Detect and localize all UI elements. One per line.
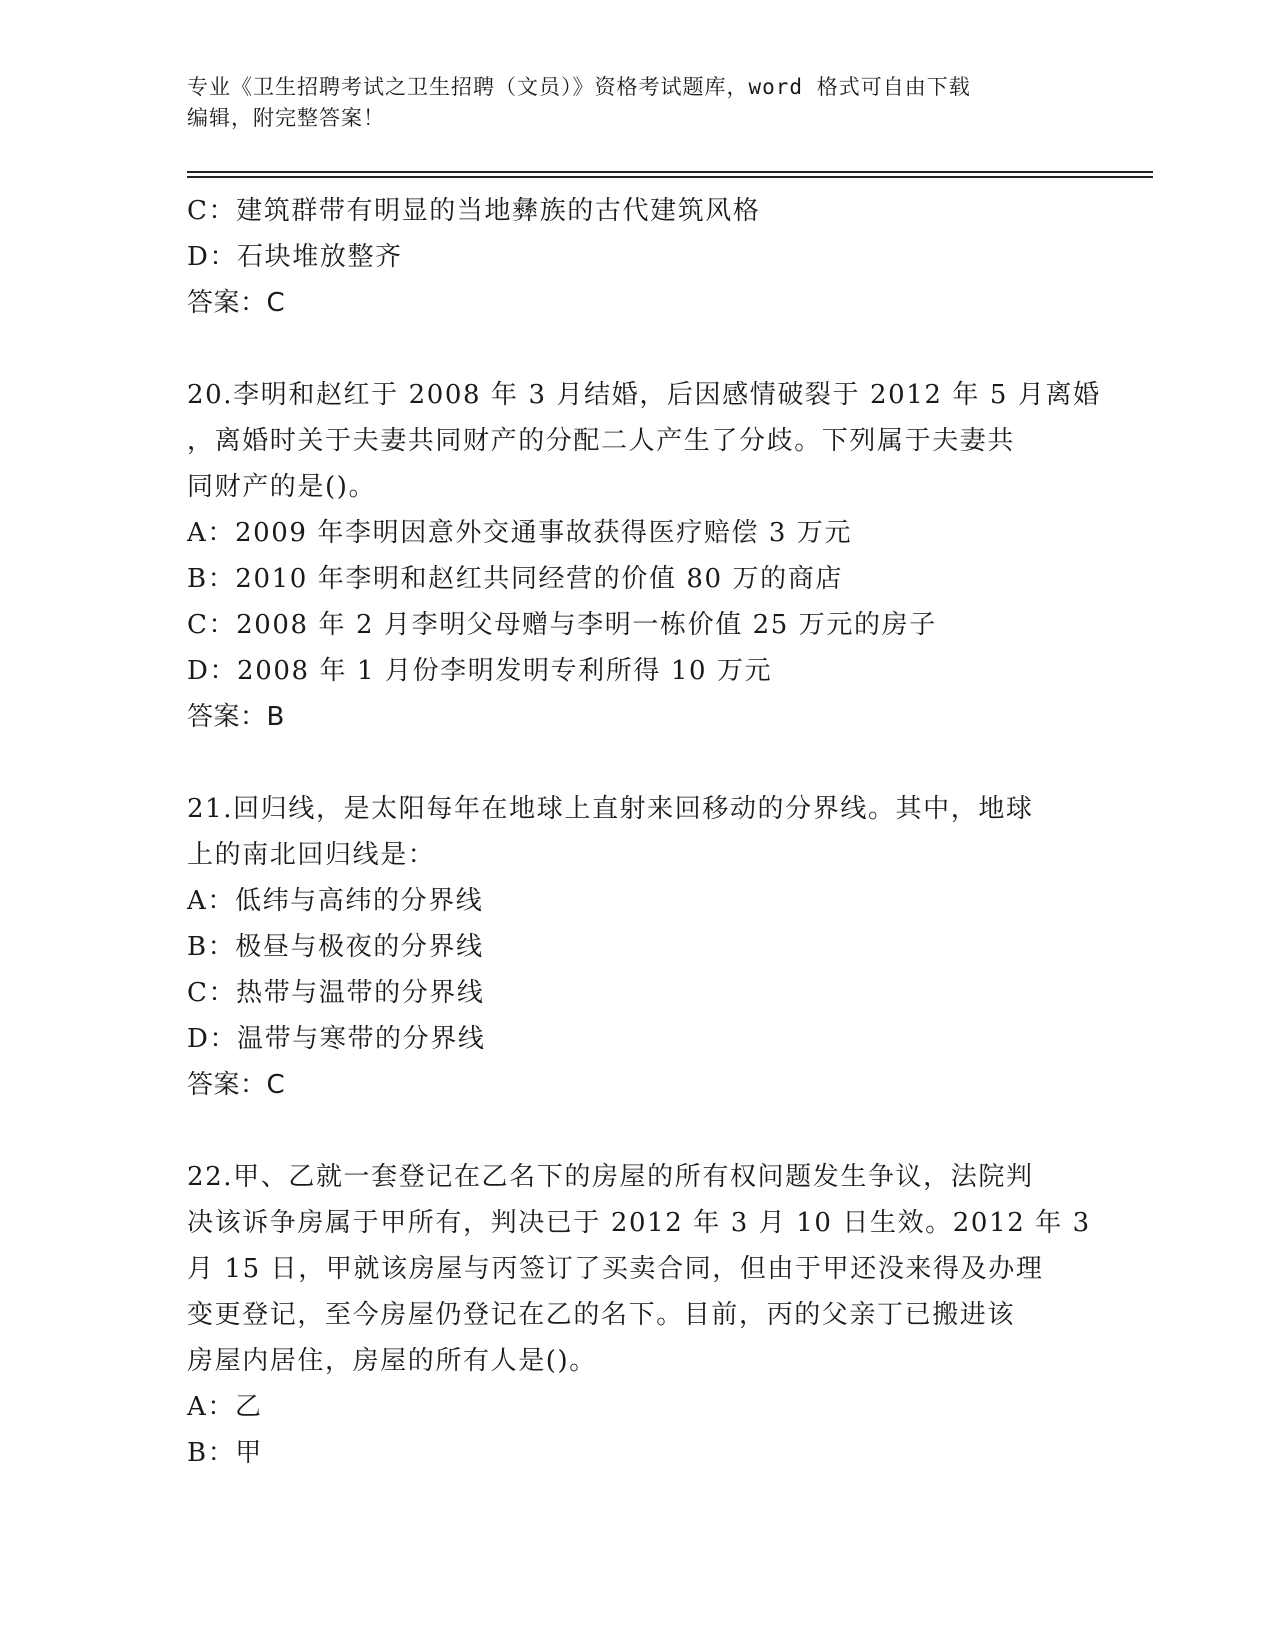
option-b: B：甲 [187,1438,263,1468]
option-b: B：2010 年李明和赵红共同经营的价值 80 万的商店 [187,564,843,594]
header-rule-top [187,171,1153,173]
question-stem-line: 变更登记，至今房屋仍登记在乙的名下。目前，丙的父亲丁已搬进该 [187,1300,1016,1330]
question-content [187,188,1101,1476]
option-d: D：温带与寒带的分界线 [187,1024,486,1054]
page-header [187,72,1067,134]
header-line-2: 编辑，附完整答案！ [187,106,385,130]
question-stem-line: 月 15 日，甲就该房屋与丙签订了买卖合同，但由于甲还没来得及办理 [187,1254,1044,1284]
option-c: C：建筑群带有明显的当地彝族的古代建筑风格 [187,196,761,226]
answer: 答案：C [187,288,286,318]
option-a: A：乙 [187,1392,263,1422]
option-b: B：极昼与极夜的分界线 [187,932,484,962]
option-c: C：热带与温带的分界线 [187,978,485,1008]
option-d: D：石块堆放整齐 [187,242,403,272]
option-a: A：低纬与高纬的分界线 [187,886,484,916]
option-a: A：2009 年李明因意外交通事故获得医疗赔偿 3 万元 [187,518,853,548]
question-stem-line: 同财产的是()。 [187,472,377,502]
question-stem-line: 决该诉争房属于甲所有，判决已于 2012 年 3 月 10 日生效。2012 年 3 [187,1208,1091,1238]
question-19-fragment [187,188,1087,326]
question-stem-line: ，离婚时关于夫妻共同财产的分配二人产生了分歧。下列属于夫妻共 [187,426,1016,456]
question-22 [187,1154,1091,1476]
question-stem-line: 上的南北回归线是： [187,840,436,870]
header-rule-bottom [187,176,1153,178]
option-c: C：2008 年 2 月李明父母赠与李明一栋价值 25 万元的房子 [187,610,937,640]
question-20 [187,372,1101,740]
question-stem-line: 20.李明和赵红于 2008 年 3 月结婚，后因感情破裂于 2012 年 5 月离婚 [187,380,1101,410]
question-stem-line: 房屋内居住，房屋的所有人是()。 [187,1346,597,1376]
answer: 答案：C [187,1070,286,1100]
question-stem-line: 21.回归线，是太阳每年在地球上直射来回移动的分界线。其中，地球 [187,794,1034,824]
question-21 [187,786,1087,1108]
header-line-1: 专业《卫生招聘考试之卫生招聘（文员）》资格考试题库，word 格式可自由下载 [187,75,971,99]
answer: 答案：B [187,702,285,732]
option-d: D：2008 年 1 月份李明发明专利所得 10 万元 [187,656,773,686]
question-stem-line: 22.甲、乙就一套登记在乙名下的房屋的所有权问题发生争议，法院判 [187,1162,1034,1192]
